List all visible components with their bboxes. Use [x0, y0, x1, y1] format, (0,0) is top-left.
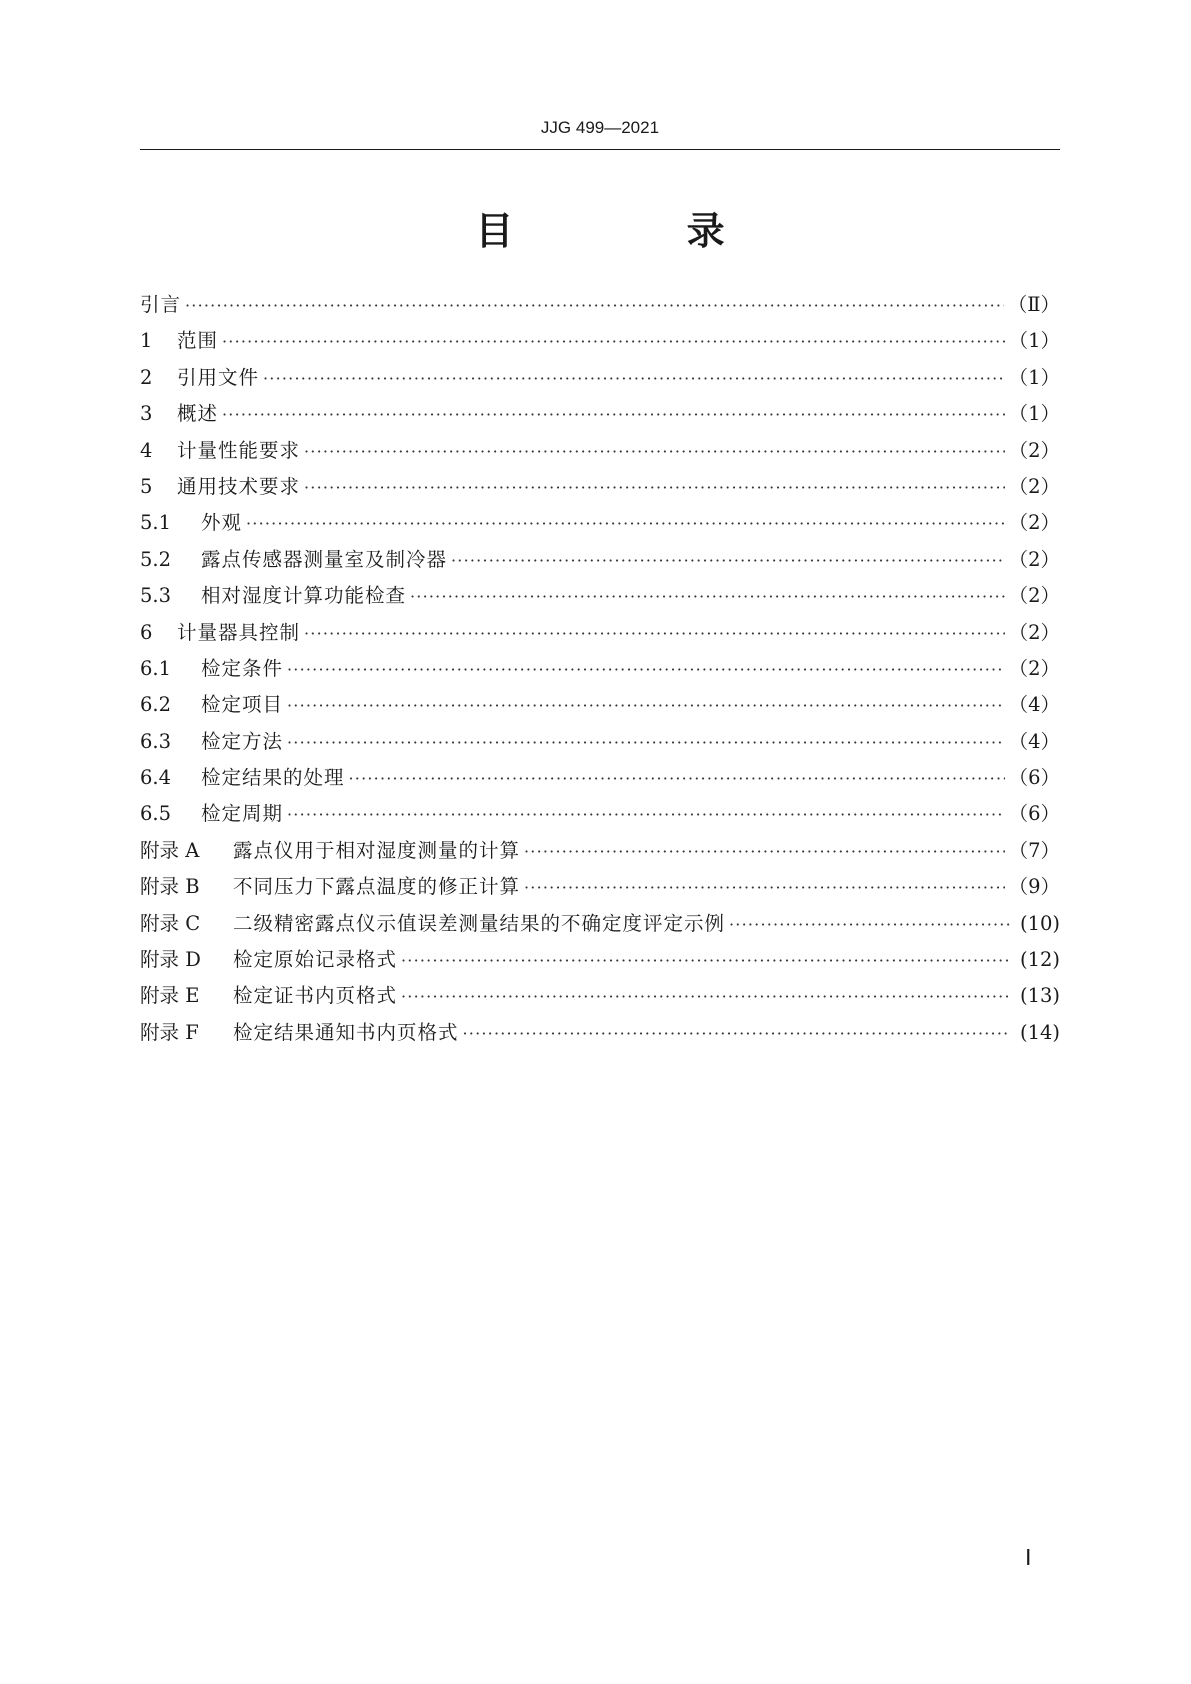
- toc-dot-leader: [287, 797, 1005, 833]
- toc-entry-page: （1）: [1008, 365, 1060, 389]
- toc-entry[interactable]: [140, 760, 1060, 796]
- toc-entry[interactable]: [140, 687, 1060, 723]
- toc-entry-label: 引言: [140, 293, 182, 316]
- toc-dot-leader: [729, 907, 1010, 943]
- toc-entry[interactable]: [140, 323, 1060, 359]
- toc-entry-page: （2）: [1008, 474, 1060, 498]
- toc-entry-label: 通用技术要求: [177, 474, 301, 498]
- toc-entry[interactable]: [140, 796, 1060, 832]
- toc-entry[interactable]: [140, 833, 1060, 869]
- toc-entry-page: (14): [1019, 1020, 1060, 1044]
- toc-entry-page: （6）: [1008, 802, 1060, 826]
- toc-dot-leader: [185, 288, 1004, 324]
- toc-entry-number: 附录 F: [140, 1020, 199, 1044]
- toc-entry[interactable]: [140, 724, 1060, 760]
- toc-entry[interactable]: [140, 1015, 1060, 1051]
- toc-entry-page: （1）: [1008, 402, 1060, 426]
- toc-dot-leader: [222, 324, 1005, 360]
- toc-entry-label: 范围: [177, 329, 219, 353]
- toc-entry-number: 1: [140, 329, 153, 353]
- toc-entry[interactable]: [140, 942, 1060, 978]
- toc-entry-page: （4）: [1008, 693, 1060, 717]
- toc-entry-page: （4）: [1008, 729, 1060, 753]
- toc-entry-number: 附录 D: [140, 948, 201, 972]
- toc-entry[interactable]: [140, 615, 1060, 651]
- toc-entry-label: 引用文件: [177, 365, 260, 389]
- toc-entry-page: （2）: [1008, 511, 1060, 535]
- toc-entry-number: 5.3: [140, 584, 172, 608]
- toc-entry[interactable]: [140, 906, 1060, 942]
- toc-entry-label: 检定原始记录格式: [233, 948, 398, 972]
- toc-entry-label: 概述: [177, 402, 219, 426]
- toc-entry-page: （2）: [1008, 547, 1060, 571]
- toc-entry-number: 5.1: [140, 511, 172, 535]
- toc-entry-page: （1）: [1008, 329, 1060, 353]
- document-code-header: JJG 499—2021: [540, 118, 660, 137]
- toc-entry[interactable]: [140, 578, 1060, 614]
- toc-entry-label: 检定方法: [201, 729, 284, 753]
- toc-entry[interactable]: [140, 433, 1060, 469]
- toc-entry-number: 2: [140, 365, 153, 389]
- toc-entry-label: 外观: [201, 511, 243, 535]
- toc-entry-page: (13): [1019, 984, 1060, 1008]
- toc-entry-number: 3: [140, 402, 153, 426]
- toc-entry-number: 5.2: [140, 547, 172, 571]
- toc-entry-label: 检定项目: [201, 693, 284, 717]
- toc-entry-number: 附录 B: [140, 875, 200, 899]
- table-of-contents: [140, 287, 1060, 1051]
- toc-entry-number: 4: [140, 438, 153, 462]
- toc-entry[interactable]: [140, 287, 1060, 323]
- toc-entry-label: 检定证书内页格式: [233, 984, 398, 1008]
- toc-dot-leader: [287, 652, 1005, 688]
- toc-dot-leader: [524, 834, 1005, 870]
- toc-entry-page: （6）: [1008, 766, 1060, 790]
- toc-entry-page: （2）: [1008, 620, 1060, 644]
- page-number: Ⅰ: [1025, 1545, 1032, 1570]
- toc-entry-label: 露点传感器测量室及制冷器: [201, 547, 448, 571]
- toc-dot-leader: [304, 434, 1005, 470]
- toc-entry-number: 附录 A: [140, 838, 200, 862]
- toc-entry-number: 5: [140, 474, 153, 498]
- toc-entry-page: (12): [1019, 948, 1060, 972]
- toc-entry-label: 检定周期: [201, 802, 284, 826]
- toc-entry-number: 6: [140, 620, 153, 644]
- toc-dot-leader: [222, 397, 1005, 433]
- toc-entry-number: 6.3: [140, 729, 172, 753]
- toc-entry-label: 计量性能要求: [177, 438, 301, 462]
- toc-entry-number: 6.2: [140, 693, 172, 717]
- toc-dot-leader: [401, 979, 1010, 1015]
- toc-entry[interactable]: [140, 869, 1060, 905]
- toc-entry[interactable]: [140, 396, 1060, 432]
- toc-entry-label: 不同压力下露点温度的修正计算: [233, 875, 521, 899]
- toc-dot-leader: [304, 616, 1005, 652]
- toc-entry-page: （Ⅱ）: [1007, 293, 1060, 316]
- toc-entry-label: 检定条件: [201, 656, 284, 680]
- toc-dot-leader: [304, 470, 1005, 506]
- toc-dot-leader: [246, 506, 1005, 542]
- toc-title: 目 录: [475, 209, 805, 253]
- toc-entry-label: 计量器具控制: [177, 620, 301, 644]
- toc-entry-page: （9）: [1008, 875, 1060, 899]
- toc-entry[interactable]: [140, 360, 1060, 396]
- toc-dot-leader: [287, 725, 1005, 761]
- header-rule: [140, 149, 1060, 150]
- toc-dot-leader: [263, 361, 1005, 397]
- toc-entry-page: （2）: [1008, 438, 1060, 462]
- toc-dot-leader: [410, 579, 1005, 615]
- toc-dot-leader: [451, 543, 1005, 579]
- toc-entry-label: 露点仪用于相对湿度测量的计算: [233, 838, 521, 862]
- toc-dot-leader: [463, 1016, 1010, 1052]
- toc-entry[interactable]: [140, 505, 1060, 541]
- toc-entry-number: 6.4: [140, 766, 172, 790]
- toc-entry-label: 检定结果的处理: [201, 766, 345, 790]
- toc-entry-number: 6.5: [140, 802, 172, 826]
- toc-entry-page: （7）: [1008, 838, 1060, 862]
- toc-entry-number: 6.1: [140, 656, 172, 680]
- toc-entry-number: 附录 C: [140, 911, 201, 935]
- toc-dot-leader: [349, 761, 1005, 797]
- toc-entry-page: （2）: [1008, 656, 1060, 680]
- toc-entry[interactable]: [140, 651, 1060, 687]
- toc-dot-leader: [287, 688, 1005, 724]
- toc-entry-label: 二级精密露点仪示值误差测量结果的不确定度评定示例: [233, 911, 726, 935]
- toc-entry[interactable]: [140, 469, 1060, 505]
- toc-dot-leader: [524, 870, 1005, 906]
- toc-entry-number: 附录 E: [140, 984, 200, 1008]
- toc-entry-page: （2）: [1008, 584, 1060, 608]
- toc-entry[interactable]: [140, 542, 1060, 578]
- toc-dot-leader: [401, 943, 1010, 979]
- toc-entry[interactable]: [140, 978, 1060, 1014]
- toc-entry-label: 检定结果通知书内页格式: [233, 1020, 459, 1044]
- toc-entry-page: (10): [1019, 911, 1060, 935]
- toc-entry-label: 相对湿度计算功能检查: [201, 584, 407, 608]
